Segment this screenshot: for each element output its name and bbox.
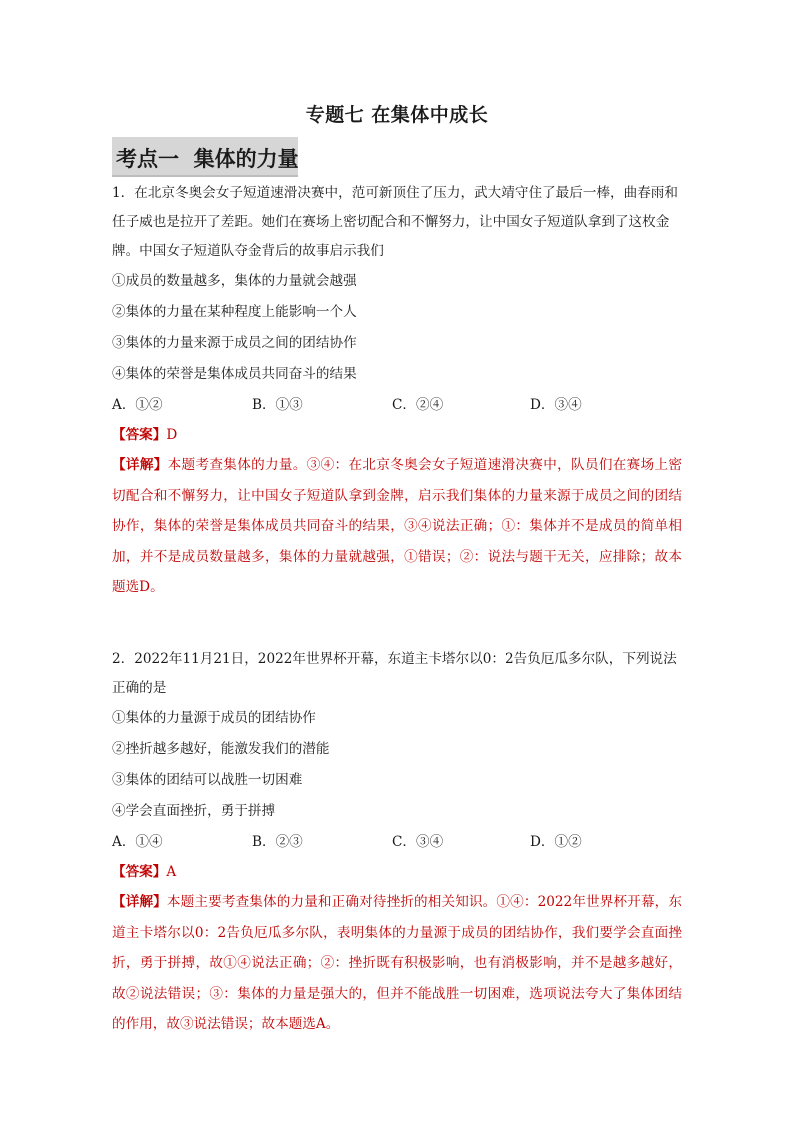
statement-option: ④集体的荣誉是集体成员共同奋斗的结果: [112, 366, 357, 382]
answer-value: D: [166, 427, 178, 443]
explanation: [112, 887, 682, 1040]
statement-option: ①集体的力量源于成员的团结协作: [112, 710, 316, 726]
statement-option: ②挫折越多越好，能激发我们的潜能: [112, 741, 330, 757]
choice-c: C．③④: [392, 834, 444, 850]
explanation-text: 本题主要考查集体的力量和正确对待挫折的相关知识。①④：2022年世界杯开幕，东道主卡塔尔以0：2告负厄瓜多尔队，表明集体的力量源于成员的团结协作，我们要学会直面挫折，勇于拼搏，故①④说法正确；②：挫折既有积极影响，也有消极影响，并不是越多越好，故②说法错误；③：集体的力量是强大的，但并不能战胜一切困难，选项说法夸大了集体团结的作用，故③说法错误；故本题选A。: [112, 894, 683, 1032]
page-title: 专题七 在集体中成长: [305, 104, 489, 126]
question-stem: 1．在北京冬奥会女子短道速滑决赛中，范可新顶住了压力，武大靖守住了最后一棒，曲春雨和任子威也是拉开了差距。她们在赛场上密切配合和不懈努力，让中国女子短道队拿到了这枚金牌。中国女子短道队夺金背后的故事启示我们: [112, 185, 678, 259]
answer-line: [112, 857, 682, 887]
explanation-text: 本题考查集体的力量。③④：在北京冬奥会女子短道速滑决赛中，队员们在赛场上密切配合和不懈努力，让中国女子短道队拿到金牌，启示我们集体的力量来源于成员之间的团结协作，集体的荣誉是集体成员共同奋斗的结果，③④说法正确；①：集体并不是成员的简单相加，并不是成员数量越多，集体的力量就越强，①错误；②：说法与题干无关，应排除；故本题选D。: [112, 457, 682, 595]
answer-line: [112, 420, 682, 450]
statement-option: ③集体的团结可以战胜一切困难: [112, 772, 303, 788]
choice-a: A．①②: [112, 397, 163, 413]
question-2: [112, 645, 682, 1040]
choice-b: B．②③: [252, 834, 303, 850]
statement-option: ②集体的力量在某种程度上能影响一个人: [112, 304, 357, 320]
answer-tag: 【答案】: [112, 427, 167, 443]
statement-option: ①成员的数量越多，集体的力量就会越强: [112, 273, 357, 289]
choice-d: D．①②: [530, 834, 582, 850]
choice-c: C．②④: [392, 397, 444, 413]
choice-b: B．①③: [252, 397, 303, 413]
choice-d: D．③④: [530, 397, 582, 413]
statement-option: ③集体的力量来源于成员之间的团结协作: [112, 335, 357, 351]
statement-option: ④学会直面挫折，勇于拼搏: [112, 803, 276, 819]
section-heading: 考点一 集体的力量: [116, 146, 299, 171]
explanation: [112, 450, 682, 603]
question-1: [112, 179, 682, 603]
choice-a: A．①④: [112, 834, 163, 850]
answer-tag: 【答案】: [112, 864, 167, 880]
choice-row: [112, 390, 682, 420]
explanation-tag: 【详解】: [112, 894, 167, 910]
question-stem: 2．2022年11月21日，2022年世界杯开幕，东道主卡塔尔以0：2告负厄瓜多尔队，下列说法正确的是: [112, 651, 677, 696]
choice-row: [112, 827, 682, 857]
answer-value: A: [166, 864, 177, 880]
explanation-tag: 【详解】: [112, 457, 168, 473]
